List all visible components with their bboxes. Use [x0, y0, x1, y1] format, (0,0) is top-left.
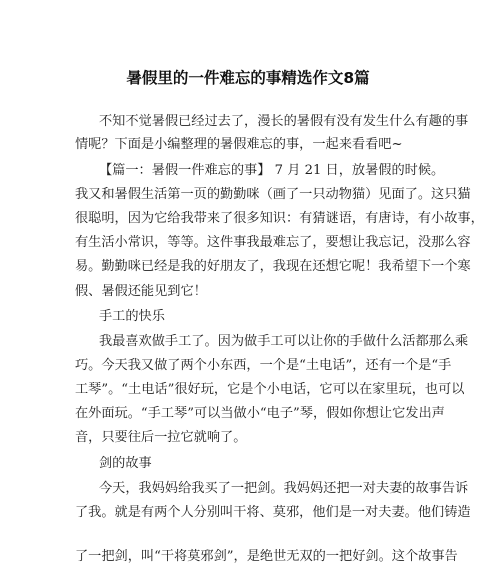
paragraph-line: 在外面玩。“手工琴”可以当做小“电子”琴，假如你想让它发出声 — [75, 406, 445, 421]
paragraph-line: 工琴”。“土电话”很好玩，它是个小电话，它可以在家里玩，也可以 — [75, 382, 465, 397]
section-heading: 手工的快乐 — [99, 309, 165, 324]
paragraph-line: 我最喜欢做手工了。因为做手工可以让你的手做什么活都那么乘 — [99, 334, 469, 349]
document-title: 暑假里的一件难忘的事精选作文8篇 — [126, 69, 370, 87]
paragraph-line: 【篇一：暑假一件难忘的事】 7 月 21 日，放暑假的时候。 — [99, 163, 445, 178]
paragraph-line: 巧。今天我又做了两个小东西，一个是“土电话”，还有一个是“手 — [75, 358, 452, 373]
paragraph-line: 很聪明，因为它给我带来了很多知识：有猜谜语，有唐诗，有小故事， — [75, 211, 484, 226]
paragraph-line: 不知不觉暑假已经过去了，漫长的暑假有没有发生什么有趣的事 — [99, 114, 469, 129]
paragraph-line: 情呢？下面是小编整理的暑假难忘的事，一起来看看吧~ — [75, 137, 403, 152]
paragraph-line: 易。勤勤咪已经是我的好朋友了，我现在还想它呢！我希望下一个寒 — [75, 259, 471, 274]
paragraph-line: 有生活小常识，等等。这件事我最难忘了，要想让我忘记，没那么容 — [75, 235, 471, 250]
paragraph-line: 我又和暑假生活第一页的勤勤咪（画了一只动物猫）见面了。这只猫 — [75, 187, 471, 202]
paragraph-line: 了一把剑，叫“干将莫邪剑”，是绝世无双的一把好剑。这个故事告 — [75, 549, 458, 564]
paragraph-line: 今天，我妈妈给我买了一把剑。我妈妈还把一对夫妻的故事告诉 — [99, 481, 469, 496]
paragraph-line: 音，只要往后一拉它就响了。 — [75, 430, 247, 445]
paragraph-line: 了我。就是有两个人分别叫干将、莫邪，他们是一对夫妻。他们铸造 — [75, 505, 471, 520]
paragraph-line: 假、暑假还能见到它！ — [75, 284, 207, 299]
section-heading: 剑的故事 — [99, 456, 152, 471]
